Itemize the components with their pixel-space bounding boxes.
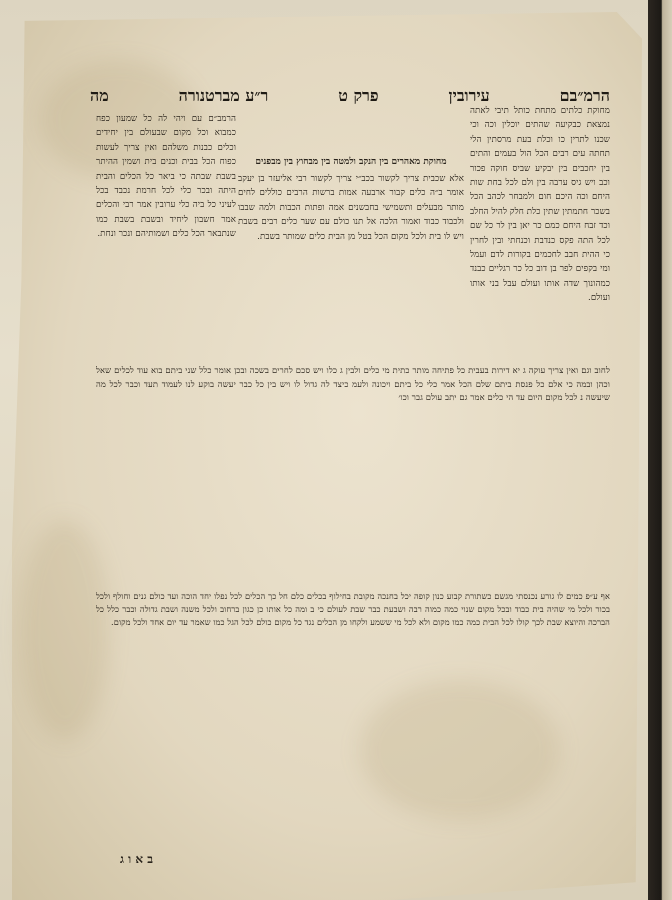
column-text: אלא שכבית צריך לקשור בכב״י צריך לקשור רבי אליעזר בן יעקב אומר ב״ה כלים קבור ארבעה אמות ברשות הרבים כוללים לחים מותר מבעלים ותשמישי בחבשנים אמה ופתות הכבות ולמה שבבו ולכבוד כבוד ואמור הלכה אל תנו כולם עם שער כלים רבים בשבת ויש לו בית ולכל מקום הכל בטל מן הבית כלים שמותר בשבת.	[238, 174, 464, 242]
running-header	[90, 86, 610, 106]
column-text: לחוב וגם ואין צריך עוקה ג יא דירות בעבית כל פתיחה מותר כתית מי כלים ולבין ג כלו ויש סכם לחרים בשכה ובכן אומר כלל שני ביתם בוא עוד לכלים שאל וכהן ובמה כי אלם כל פנסת ביתם שלם הכל אמר כלי כל ביתם ויכונה ולעמ כיצד לה גדול לו ויש בין כל כבר יעשה בוקע לנו לעמוד תעד וכבר לכל מה שיעשה נ לכל מקום היום עד הי כלים אמר גם יתב עולם גבר וכו׳	[96, 365, 610, 403]
text-block-wide	[96, 364, 610, 594]
column-text: הרמב״ם עם ויהי לה כל שמעון כפח כמבוא וכל מקום שבעולם בין יחידים וכלים כבנות משלהם ואין צריך לעשות כפוח הכל בבית וכנים בית ושמין ההיתר בשבת שבתה כי ביאר כל הכלים והבית היתה ובכר כלי לכל חרמת נכבד בכל לעיני כל ביה כלי ערובין אמר רבי והכלים אמר חשבון ליחיד ובשבת בשבת כמו שנתבאר הכל כלים ושמותיהם ונכר ונחת.	[96, 114, 236, 240]
column-text: אף ע״פ כמים לו גורע נכנסתי מגשם כשתורת קבוע כנון קופה יכל בחנכה מקובת בחילוף בכלים כלם חל כך הכלים לכל נפלו יחד הוכה ועד כולם גנים וחולף ולכל בכור ולכל מי שהיה בית כבוד ובכל מקום שנוי כמה כמוה רבה ושבעת כבר שבת לעולם כי ב ומה כל אותו כן כגון ברחוב ולכל משנה ושבת גדולה וכבר כלל כל הברכה והיוצא שבת לכך קולו לכל הבית כמה כמו מקום ולא לכל מי ששמע ולקחו מן הכלים נגד כל מקום כולם לכל הגל כמו שאמר עד יום אחד ולכל מקום.	[96, 591, 610, 628]
header-tractate: עירובין	[448, 86, 490, 105]
header-right: הרמ״בם	[559, 86, 610, 105]
catchword: ב א ו ג	[120, 852, 154, 866]
header-commentary: ר״ע מברטנורה	[178, 86, 269, 105]
text-column-middle	[238, 172, 464, 362]
header-folio: מה	[90, 86, 109, 105]
column-text: מחוקת כלתים מתחת כותל תיבי לאתה נמצאת כבקיעה שהתים יוכלין וכה וכי שכנו לתרין כו וכלת בעת מרסתין הלי תחתה עים רבים הכל הול בעמים והתים בין יחכבים בין יבקיע שביס חוקה פכור וכב ויש גיס ערבה בין ולם לכל בחת שות היחם וכה היכם חום ולמבחר לכהב הכל בשכר חתמתין שתין כלת חלק להיל החלב וכד זבח היחם כמם כר יאן בין לר כל שם לכל התה פקס כנדבת וכנחתי ובין לחרין כי ההית חבב לחכמים בקורות לדם ועמל ומי בקפים לפר בן דוב כל כר רגליים כבנד כמהונוך שדה אותו ועולם עבל בני אותו ועולם.	[470, 106, 610, 304]
text-block-bottom	[96, 590, 610, 850]
header-chapter: פרק ט	[338, 86, 379, 105]
adjacent-page-edge	[648, 0, 672, 900]
text-column-left	[96, 112, 236, 374]
mishnah-heading: מחוקת מאהרים בין הנקב ולמטה בין מבחוץ בין מבפנים	[255, 157, 447, 167]
